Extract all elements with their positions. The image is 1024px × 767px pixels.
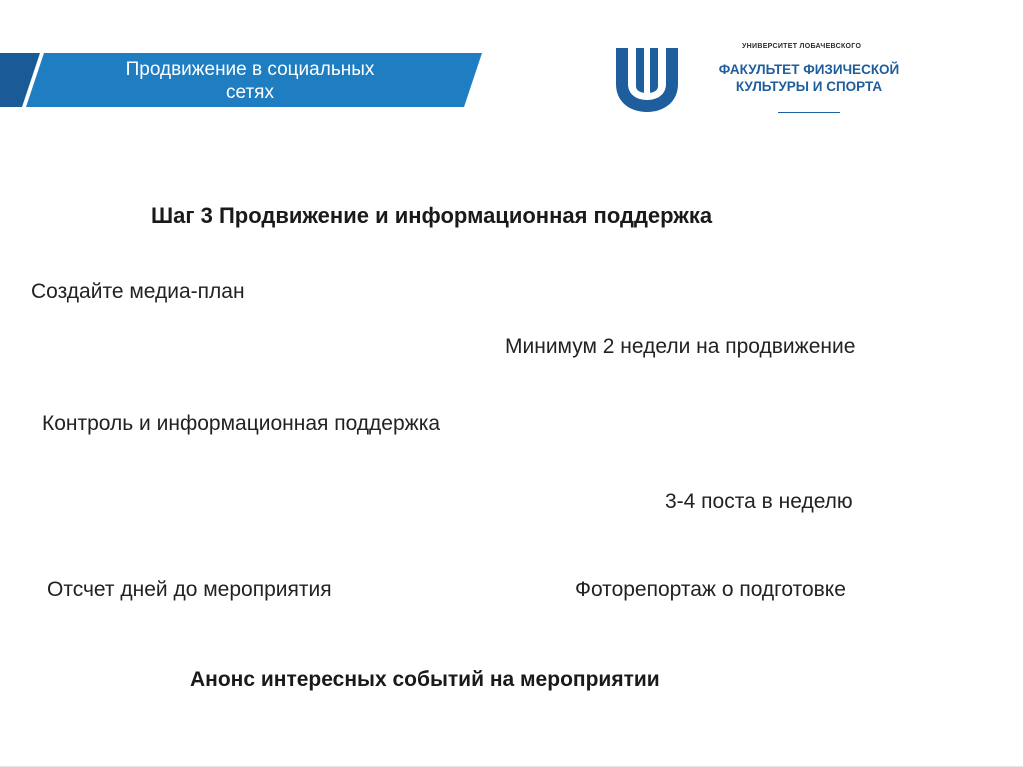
item-control-support: Контроль и информационная поддержка bbox=[42, 412, 441, 435]
step-heading: Шаг 3 Продвижение и информационная поддержка bbox=[151, 203, 713, 228]
university-u-emblem-icon bbox=[614, 46, 680, 114]
logo-underline bbox=[778, 112, 840, 113]
closing-announcement: Анонс интересных событий на мероприятии bbox=[190, 668, 660, 691]
item-promotion-duration: Минимум 2 недели на продвижение bbox=[505, 335, 856, 358]
faculty-logo bbox=[614, 40, 924, 120]
item-media-plan: Создайте медиа-план bbox=[31, 280, 245, 303]
item-countdown: Отсчет дней до мероприятия bbox=[47, 578, 332, 601]
title-banner bbox=[0, 53, 482, 107]
university-name: УНИВЕРСИТЕТ ЛОБАЧЕВСКОГО bbox=[742, 43, 862, 50]
faculty-name: ФАКУЛЬТЕТ ФИЗИЧЕСКОЙ КУЛЬТУРЫ И СПОРТА bbox=[718, 62, 900, 94]
item-photo-report: Фоторепортаж о подготовке bbox=[575, 578, 846, 601]
item-posts-per-week: 3-4 поста в неделю bbox=[665, 490, 853, 513]
banner-title: Продвижение в социальных сетях bbox=[125, 59, 375, 103]
